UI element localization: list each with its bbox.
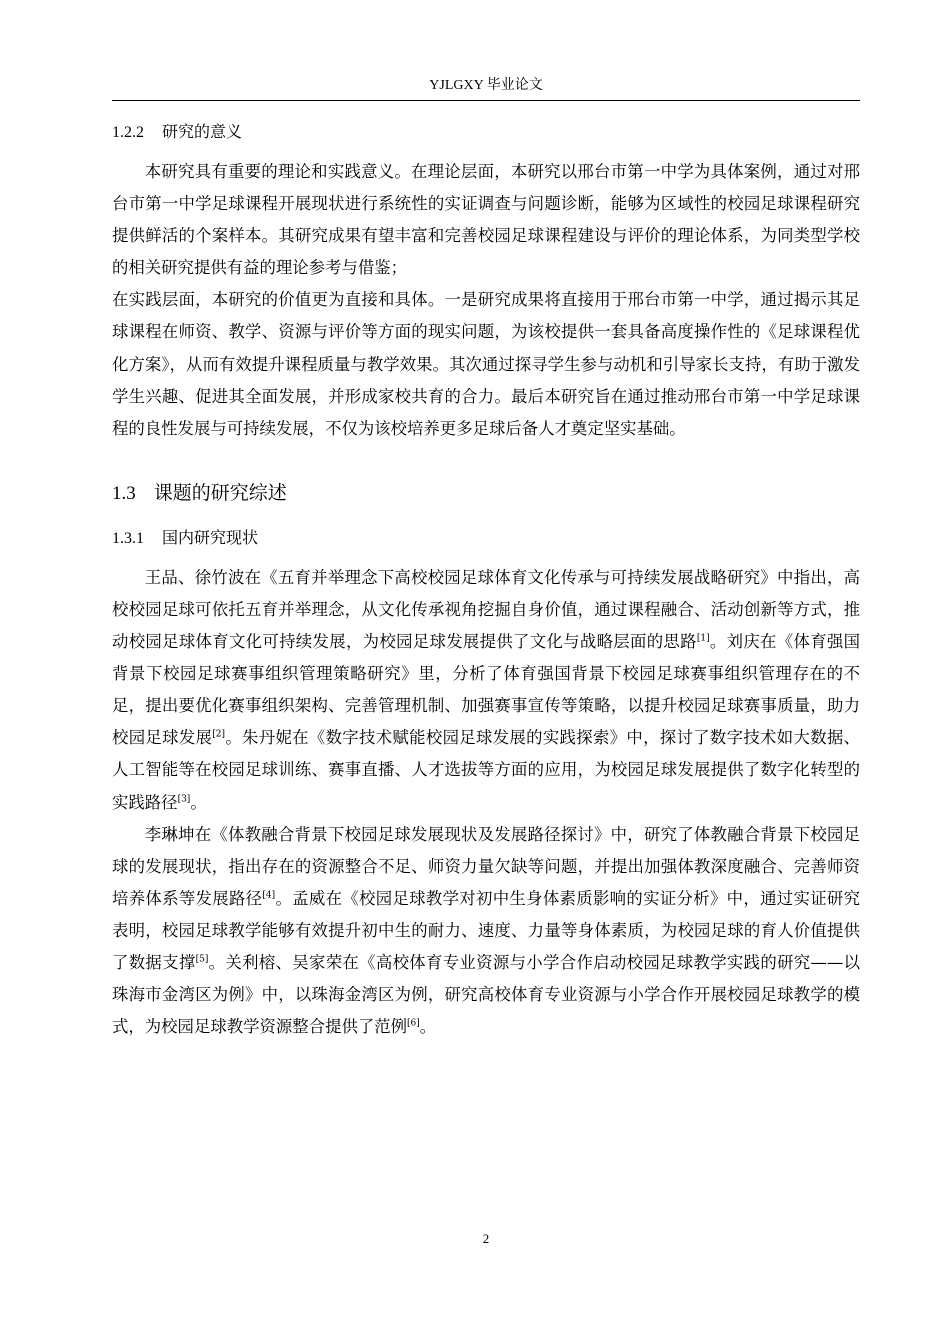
section-number: 1.3.1 [112,529,144,547]
section-heading-1-3-1 [112,522,860,555]
paragraph-significance-practice: 在实践层面，本研究的价值更为直接和具体。一是研究成果将直接用于邢台市第一中学，通过揭示其足球课程在师资、教学、资源与评价等方面的现实问题，为该校提供一套具备高度操作性的《足球课程优化方案》，从而有效提升课程质量与教学效果。其次通过探寻学生参与动机和引导家长支持，有助于激发学生兴趣、促进其全面发展，并形成家校共育的合力。最后本研究旨在通过推动邢台市第一中学足球课程的良性发展与可持续发展，不仅为该校培养更多足球后备人才奠定坚实基础。 [112,290,860,438]
citation-3: [3] [177,794,191,805]
paragraph-text: 。孟威在《校园足球教学对初中生身体素质影响的实证分析》中，通过实证研究表明，校园足球教学能够有效提升初中生的耐力、速度、力量等身体素质，为校园足球的育人价值提供了数据支撑 [112,888,861,972]
paragraph-text: 王品、徐竹波在《五育并举理念下高校校园足球体育文化传承与可持续发展战略研究》中指出，高校校园足球可依托五育并举理念，从文化传承视角挖掘自身价值，通过课程融合、活动创新等方式，推动校园足球体育文化可持续发展，为校园足球发展提供了文化与战略层面的思路 [112,567,860,652]
section-number: 1.3 [112,482,136,504]
citation-5: [5] [195,954,209,965]
section-number: 1.2.2 [112,124,144,141]
section-heading-1-3 [112,475,860,512]
section-heading-1-2-2 [112,116,860,149]
paragraph-text: 。刘庆在《体育强国背景下校园足球赛事组织管理策略研究》里，分析了体育强国背景下校园足球赛事组织管理存在的不足，提出要优化赛事组织架构、完善管理机制、加强赛事宣传等策略，以提升校园足球赛事质量，助力校园足球发展 [112,632,861,748]
paragraph-text: 。朱丹妮在《数字技术赋能校园足球发展的实践探索》中，探讨了数字技术如大数据、人工智能等在校园足球训练、赛事直播、人才选拔等方面的应用，为校园足球发展提供了数字化转型的实践路径 [112,728,861,812]
paragraph-domestic-research-2 [112,819,860,1044]
paragraph-text: 。 [190,792,207,812]
citation-4: [4] [262,890,276,901]
page-number: 2 [482,1231,490,1246]
paragraph-significance-theory: 本研究具有重要的理论和实践意义。在理论层面，本研究以邢台市第一中学为具体案例，通过对邢台市第一中学足球课程开展现状进行系统性的实证调查与问题诊断，能够为区域性的校园足球课程研究提供鲜活的个案样本。其研究成果有望丰富和完善校园足球课程建设与评价的理论体系，为同类型学校的相关研究提供有益的理论参考与借鉴； [112,162,860,278]
citation-1: [1] [696,633,710,644]
section-title: 课题的研究综述 [153,481,287,504]
page-body [112,116,860,1043]
citation-6: [6] [407,1018,420,1029]
paragraph-text: 李琳坤在《体教融合背景下校园足球发展现状及发展路径探讨》中，研究了体教融合背景下校园足球的发展现状，指出存在的资源整合不足、师资力量欠缺等问题，并提出加强体教深度融合、完善师资培养体系等发展路径 [112,824,860,908]
running-header: YJLGXY 毕业论文 [429,78,543,93]
paragraph-text: 。 [419,1017,437,1037]
paragraph-text: 。关利榕、吴家荣在《高校体育专业资源与小学合作启动校园足球教学实践的研究——以珠海市金湾区为例》中，以珠海金湾区为例，研究高校体育专业资源与小学合作开展校园足球教学的模式，为校园足球教学资源整合提供了范例 [112,952,861,1037]
section-title: 国内研究现状 [162,527,259,547]
citation-2: [2] [212,729,226,740]
section-title: 研究的意义 [162,122,243,141]
paragraph-domestic-research-1 [112,562,860,819]
header-divider [112,100,860,101]
